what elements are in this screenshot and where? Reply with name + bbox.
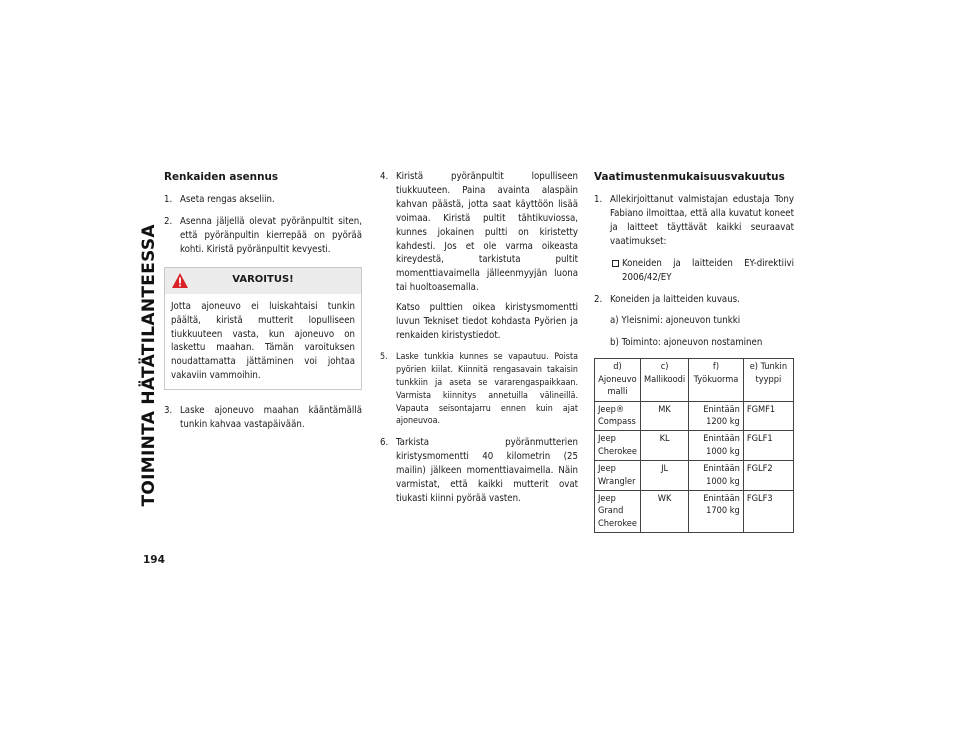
- table-cell: Enintään 1000 kg: [689, 431, 744, 461]
- column-3: [594, 170, 794, 533]
- page-number: 194: [143, 554, 165, 566]
- step-text: Asenna jäljellä olevat pyöränpultit siten, että pyöränpultin kierrepää on pyörää kohti. Kiristä pyöränpultit kevyesti.: [180, 215, 362, 255]
- step-number: 3.: [164, 405, 173, 417]
- table-cell: Jeep® Compass: [595, 401, 641, 431]
- step-text: Tarkista pyöränmutterien kiristysmomentti 40 kilometrin (25 mailin) jälkeen momenttiavaimella. Näin varmistat, että kaikki mutterit ovat tiukasti kiinni pyörää vasten.: [396, 437, 578, 504]
- item-text: Allekirjoittanut valmistajan edustaja Tony Fabiano ilmoittaa, että alla kuvatut koneet ja laitteet täyttävät kaikki seuraavat vaatimukset:: [610, 194, 794, 247]
- table-row: [595, 461, 794, 491]
- warning-text: Jotta ajoneuvo ei luiskahtaisi tunkin päältä, kiristä mutterit lopulliseen tiukkuuteen vasta, kun ajoneuvo on laskettu maahan. Tämän varoituksen noudattamatta jättäminen voi johtaa vakaviin vammoihin.: [171, 300, 355, 382]
- table-cell: Enintään 1700 kg: [689, 491, 744, 533]
- step-text: Laske ajoneuvo maahan kääntämällä tunkin kahvaa vastapäivään.: [180, 405, 362, 431]
- table-header: e) Tunkin tyyppi: [743, 359, 793, 401]
- table-cell: FGLF3: [743, 491, 793, 533]
- step-text: Aseta rengas akseliin.: [180, 194, 275, 206]
- compliance-item-1: [594, 193, 794, 249]
- step-number: 1.: [164, 194, 173, 206]
- step-3: [164, 404, 362, 432]
- table-row: [595, 491, 794, 533]
- sub-item-b: b) Toiminto: ajoneuvon nostaminen: [610, 337, 763, 349]
- directive-bullet: [594, 257, 794, 285]
- step-number: 5.: [380, 351, 388, 362]
- step-2: [164, 215, 362, 257]
- table-cell: FGLF2: [743, 461, 793, 491]
- column-2: [380, 170, 578, 514]
- table-cell: FGLF1: [743, 431, 793, 461]
- table-cell: Enintään 1200 kg: [689, 401, 744, 431]
- table-cell: KL: [640, 431, 688, 461]
- step-4: [380, 170, 578, 295]
- table-row: [595, 431, 794, 461]
- warning-triangle-icon: [171, 272, 189, 289]
- table-header: d) Ajoneuvo malli: [595, 359, 641, 401]
- sub-item-a: a) Yleisnimi: ajoneuvon tunkki: [610, 315, 741, 327]
- section-heading-compliance: Vaatimustenmukaisuusvakuutus: [594, 171, 785, 183]
- table-cell: Enintään 1000 kg: [689, 461, 744, 491]
- item-number: 2.: [594, 293, 603, 305]
- table-cell: JL: [640, 461, 688, 491]
- step-number: 4.: [380, 171, 389, 182]
- chapter-side-title: [133, 175, 165, 555]
- step-1: [164, 193, 362, 207]
- table-cell: FGMF1: [743, 401, 793, 431]
- square-bullet-icon: [612, 260, 619, 267]
- warning-title: VAROITUS!: [232, 274, 294, 286]
- step-text: Laske tunkkia kunnes se vapautuu. Poista pyörien kiilat. Kiinnitä rengasavain takaisin tunkkiin ja aseta se vararengaspaikkaan. Varmista kiinnitys annetuilla välineillä. Vapauta seisontajarru ennen kuin ajat ajoneuvoa.: [396, 351, 578, 427]
- step-number: 2.: [164, 215, 173, 227]
- table-cell: MK: [640, 401, 688, 431]
- warning-header: [165, 268, 361, 294]
- jack-spec-table: [594, 358, 794, 533]
- torque-note: Katso pulttien oikea kiristysmomentti luvun Tekniset tiedot kohdasta Pyörien ja renkaiden kiristystiedot.: [396, 302, 578, 341]
- step-text: Kiristä pyöränpultit lopulliseen tiukkuuteen. Paina avainta alaspäin kahvan päästä, jotta saat käyttöön lisää voimaa. Kiristä pultit tähtikuviossa, kunnes jokainen pultti on kiristetty kahdesti. Jos et ole varma oikeasta kireydestä, tarkistuta pultit momenttiavaimella jälleenmyyjän luona tai huoltoasemalla.: [396, 171, 578, 294]
- step-number: 6.: [380, 437, 389, 449]
- chapter-title-text: TOIMINTA HÄTÄTILANTEESSA: [138, 223, 159, 507]
- warning-box: [164, 267, 362, 390]
- table-cell: Jeep Wrangler: [595, 461, 641, 491]
- item-number: 1.: [594, 194, 603, 206]
- table-header-row: [595, 359, 794, 401]
- table-cell: Jeep Cherokee: [595, 431, 641, 461]
- item-text: Koneiden ja laitteiden kuvaus.: [610, 293, 740, 305]
- column-1: [164, 170, 362, 440]
- table-header: f) Työkuorma: [689, 359, 744, 401]
- table-row: [595, 401, 794, 431]
- bullet-text: Koneiden ja laitteiden EY-direktiivi 2006/42/EY: [622, 257, 794, 283]
- compliance-item-2: [594, 293, 794, 307]
- step-5: [380, 351, 578, 428]
- table-cell: WK: [640, 491, 688, 533]
- table-cell: Jeep Grand Cherokee: [595, 491, 641, 533]
- section-heading-tire-install: Renkaiden asennus: [164, 171, 279, 183]
- table-header: c) Mallikoodi: [640, 359, 688, 401]
- step-6: [380, 436, 578, 506]
